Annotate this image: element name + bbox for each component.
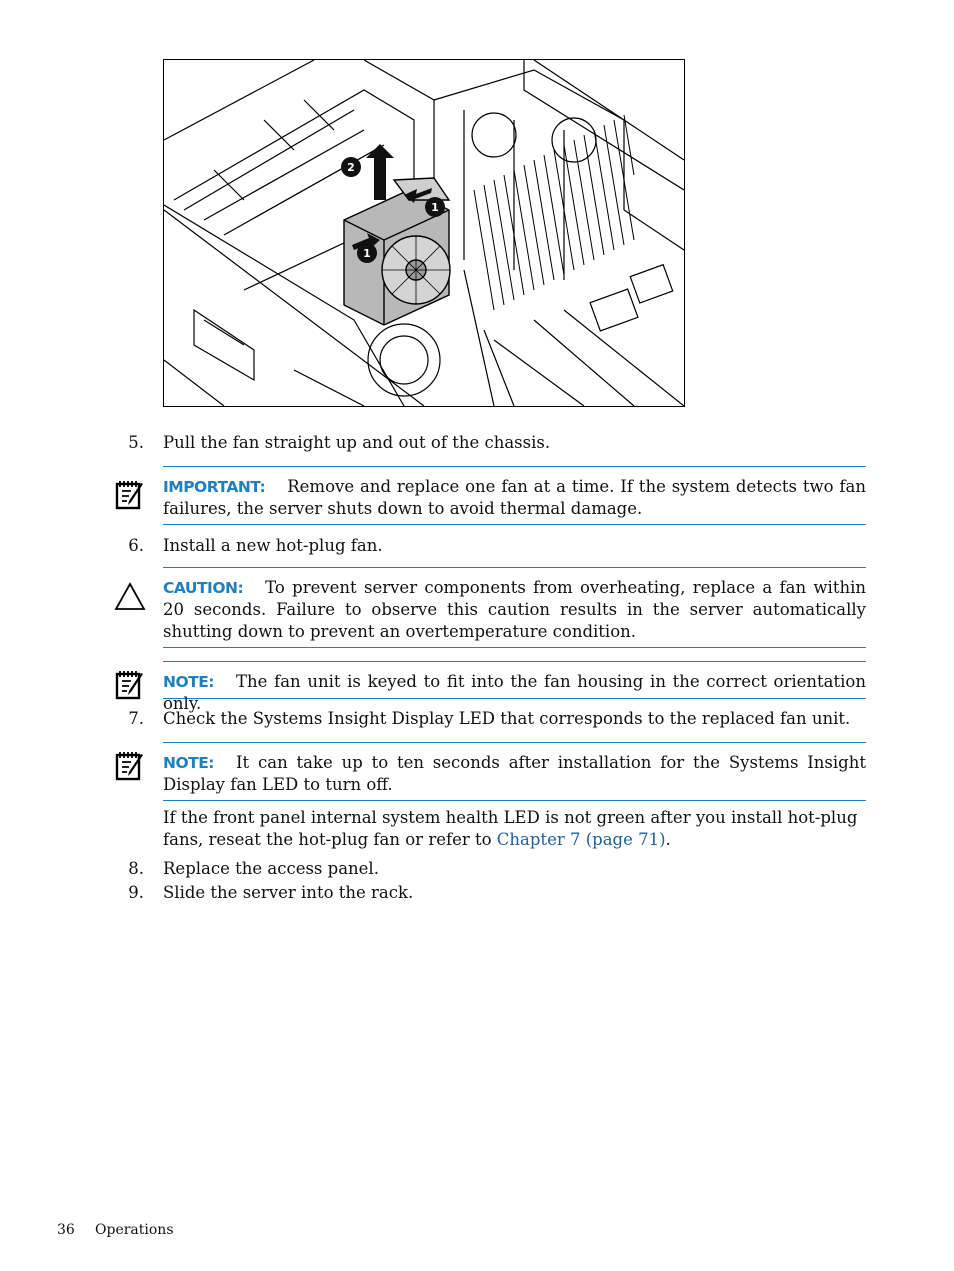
page-number: 36 bbox=[57, 1222, 75, 1238]
health-led-text: If the front panel internal system health LED is not green after you install hot-plug fans, reseat the hot-plug fan or refer to bbox=[163, 808, 858, 849]
note-text: The fan unit is keyed to fit into the fan housing in the correct orientation only. bbox=[163, 672, 866, 713]
fan-removal-illustration bbox=[163, 59, 685, 407]
caution-label: CAUTION: bbox=[163, 579, 244, 597]
step-number: 8. bbox=[128, 859, 144, 878]
note-text: It can take up to ten seconds after installation for the Systems Insight Display fan LED to turn off. bbox=[163, 753, 866, 794]
step-number: 5. bbox=[128, 433, 144, 452]
note-pencil-icon bbox=[113, 668, 147, 702]
note-pencil-icon bbox=[113, 749, 147, 783]
chapter-7-link[interactable]: Chapter 7 (page 71) bbox=[496, 830, 666, 849]
step-text: Install a new hot-plug fan. bbox=[163, 536, 383, 555]
footer-section: Operations bbox=[95, 1222, 174, 1238]
step-text: Slide the server into the rack. bbox=[163, 883, 414, 902]
warning-triangle-icon bbox=[113, 580, 147, 614]
important-box bbox=[163, 466, 866, 525]
step-number: 9. bbox=[128, 883, 144, 902]
callout-1-right-label: 1 bbox=[431, 201, 439, 214]
step-text: Pull the fan straight up and out of the chassis. bbox=[163, 433, 551, 452]
step-text: Replace the access panel. bbox=[163, 859, 379, 878]
note-body bbox=[163, 743, 866, 796]
important-label: IMPORTANT: bbox=[163, 478, 266, 496]
step-text: Check the Systems Insight Display LED that corresponds to the replaced fan unit. bbox=[163, 709, 851, 728]
caution-box bbox=[163, 567, 866, 648]
health-led-paragraph bbox=[163, 807, 866, 851]
note-box-led-delay bbox=[163, 742, 866, 801]
important-text: Remove and replace one fan at a time. If the system detects two fan failures, the server shuts down to avoid thermal damage. bbox=[163, 477, 866, 518]
caution-body bbox=[163, 568, 866, 643]
step-number: 6. bbox=[128, 536, 144, 555]
note-pencil-icon bbox=[113, 478, 147, 512]
step-number: 7. bbox=[128, 709, 144, 728]
server-chassis-drawing bbox=[164, 60, 684, 406]
note-label: NOTE: bbox=[163, 673, 215, 691]
caution-text: To prevent server components from overheating, replace a fan within 20 seconds. Failure to observe this caution results in the server automatically shutting down to prevent an overtemperature condition. bbox=[163, 578, 866, 641]
note-box-fan-keyed bbox=[163, 661, 866, 713]
health-led-tail: . bbox=[665, 830, 671, 849]
note-label: NOTE: bbox=[163, 754, 215, 772]
callout-1-left-label: 1 bbox=[363, 247, 371, 260]
callout-2-label: 2 bbox=[347, 161, 355, 174]
important-body bbox=[163, 467, 866, 520]
